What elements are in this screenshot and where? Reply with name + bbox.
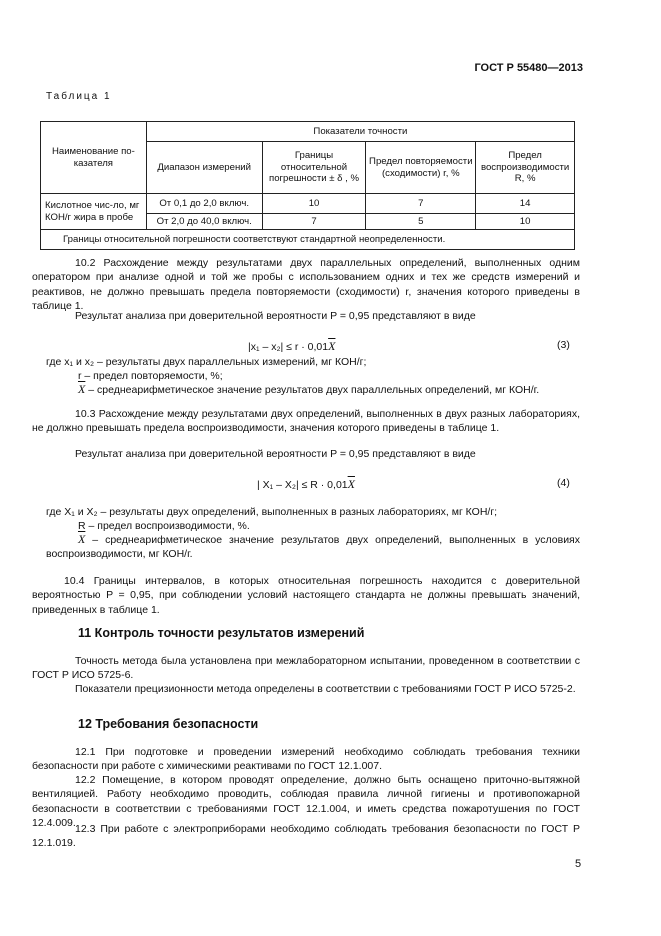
section-11-paragraph-1: Точность метода была установлена при межлабораторном испытании, проведенном в соответствии с ГОСТ Р ИСО 5725-6. [32,655,580,682]
table-cell: От 0,1 до 2,0 включ. [146,194,262,214]
table-cell: 10 [262,194,366,214]
where-4-text: – среднеарифметическое значение результатов двух определений, выполненных в условиях воспроизводимости, мг КОН/г. [46,534,580,561]
paragraph-10-4: 10.4 Границы интервалов, в которых относительная погрешность находится с доверительной вероятностью P = 0,95, при соблюдении условий настоящего стандарта не должны превышать значений, приведенных в таблице 1. [32,575,580,616]
table-cell: От 2,0 до 40,0 включ. [146,214,262,230]
table-cell: 10 [476,214,575,230]
where-4-line-1: где X₁ и X₂ – результаты двух определений, выполненных в разных лабораториях, мг КОН/г; [46,506,498,518]
formula-4-xbar: $\overline{X}$ [347,477,355,491]
xbar-symbol: $\overline{X}$ [78,382,86,396]
row-name: Кислотное чис-ло, мг КОН/г жира в пробе [41,194,147,230]
where-3-text: – среднеарифметическое значение результатов двух параллельных определений, мг КОН/г. [85,384,540,396]
paragraph-10-2-result: Результат анализа при доверительной вероятности P = 0,95 представляют в виде [75,310,476,322]
group-header: Показатели точности [146,122,574,142]
table-caption: Таблица 1 [46,91,112,102]
where-4-line-2: R – предел воспроизводимости, %. [78,520,250,532]
equation-number-3: (3) [557,339,570,351]
col-reprod-header: Предел воспроизводимости R, % [476,142,575,194]
table-cell: 5 [366,214,476,230]
formula-3-left: |x₁ – x₂| ≤ r · 0,01 [248,341,329,353]
section-11-paragraph-2: Показатели прецизионности метода определены в соответствии с требованиями ГОСТ Р ИСО 5725-2. [75,683,576,695]
formula-3-xbar: $\overline{X}$ [328,339,336,353]
formula-4 [257,477,355,492]
where-3-line-2: r – предел повторяемости, %; [78,370,223,382]
table-footnote: Границы относительной погрешности соответствуют стандартной неопределенности. [41,230,575,250]
section-12-paragraph-2: 12.2 Помещение, в котором проводят определение, должно быть оснащено приточно-вытяжной вентиляцией. Работу необходимо проводить, соблюдая правила личной гигиены и противопожарной безопасности в соответствии с требованиями ГОСТ 12.1.004, и иметь средства пожаротушения по ГОСТ 12.4.009. [32,774,580,830]
paragraph-10-3-result: Результат анализа при доверительной вероятности P = 0,95 представляют в виде [75,448,476,460]
section-12-title: 12 Требования безопасности [78,717,259,731]
document-code: ГОСТ Р 55480—2013 [474,62,583,74]
formula-4-left: | X₁ – X₂| ≤ R · 0,01 [257,479,348,491]
col-bounds-header: Границы относительной погрешности ± δ , % [262,142,366,194]
xbar-symbol: $\overline{X}$ [78,532,86,546]
equation-number-4: (4) [557,477,570,489]
where-4-line-3 [46,532,580,562]
table-cell: 7 [366,194,476,214]
paragraph-10-3: 10.3 Расхождение между результатами двух определений, выполненных в двух разных лабораториях, не должно превышать предела воспроизводимости, значения которого приведены в таблице 1. [32,408,580,435]
section-12-paragraph-3: 12.3 При работе с электроприборами необходимо соблюдать требования безопасности по ГОСТ Р 12.1.019. [32,823,580,850]
col-range-header: Диапазон измерений [146,142,262,194]
section-11-title: 11 Контроль точности результатов измерений [78,626,365,640]
col-name-header: Наименование по-казателя [41,122,147,194]
section-12-paragraph-1: 12.1 При подготовке и проведении измерений необходимо соблюдать требования техники безопасности при работе с химическими реактивами по ГОСТ 12.1.007. [32,746,580,773]
table-cell: 14 [476,194,575,214]
paragraph-10-2: 10.2 Расхождение между результатами двух параллельных определений, выполненных одним оператором при анализе одной и той же пробы с использованием одних и тех же средств измерений и реактивов, не должно превышать предела повторяемости (сходимости) r, значения которого приведены в таблице 1. [32,257,580,313]
col-repeat-header: Предел повторяемости (сходимости) r, % [366,142,476,194]
formula-3 [248,339,335,354]
where-3-line-3 [78,382,588,397]
precision-table [40,121,575,250]
table-cell: 7 [262,214,366,230]
page-number: 5 [575,858,582,870]
where-3-line-1: где x₁ и x₂ – результаты двух параллельных измерений, мг КОН/г; [46,356,367,368]
